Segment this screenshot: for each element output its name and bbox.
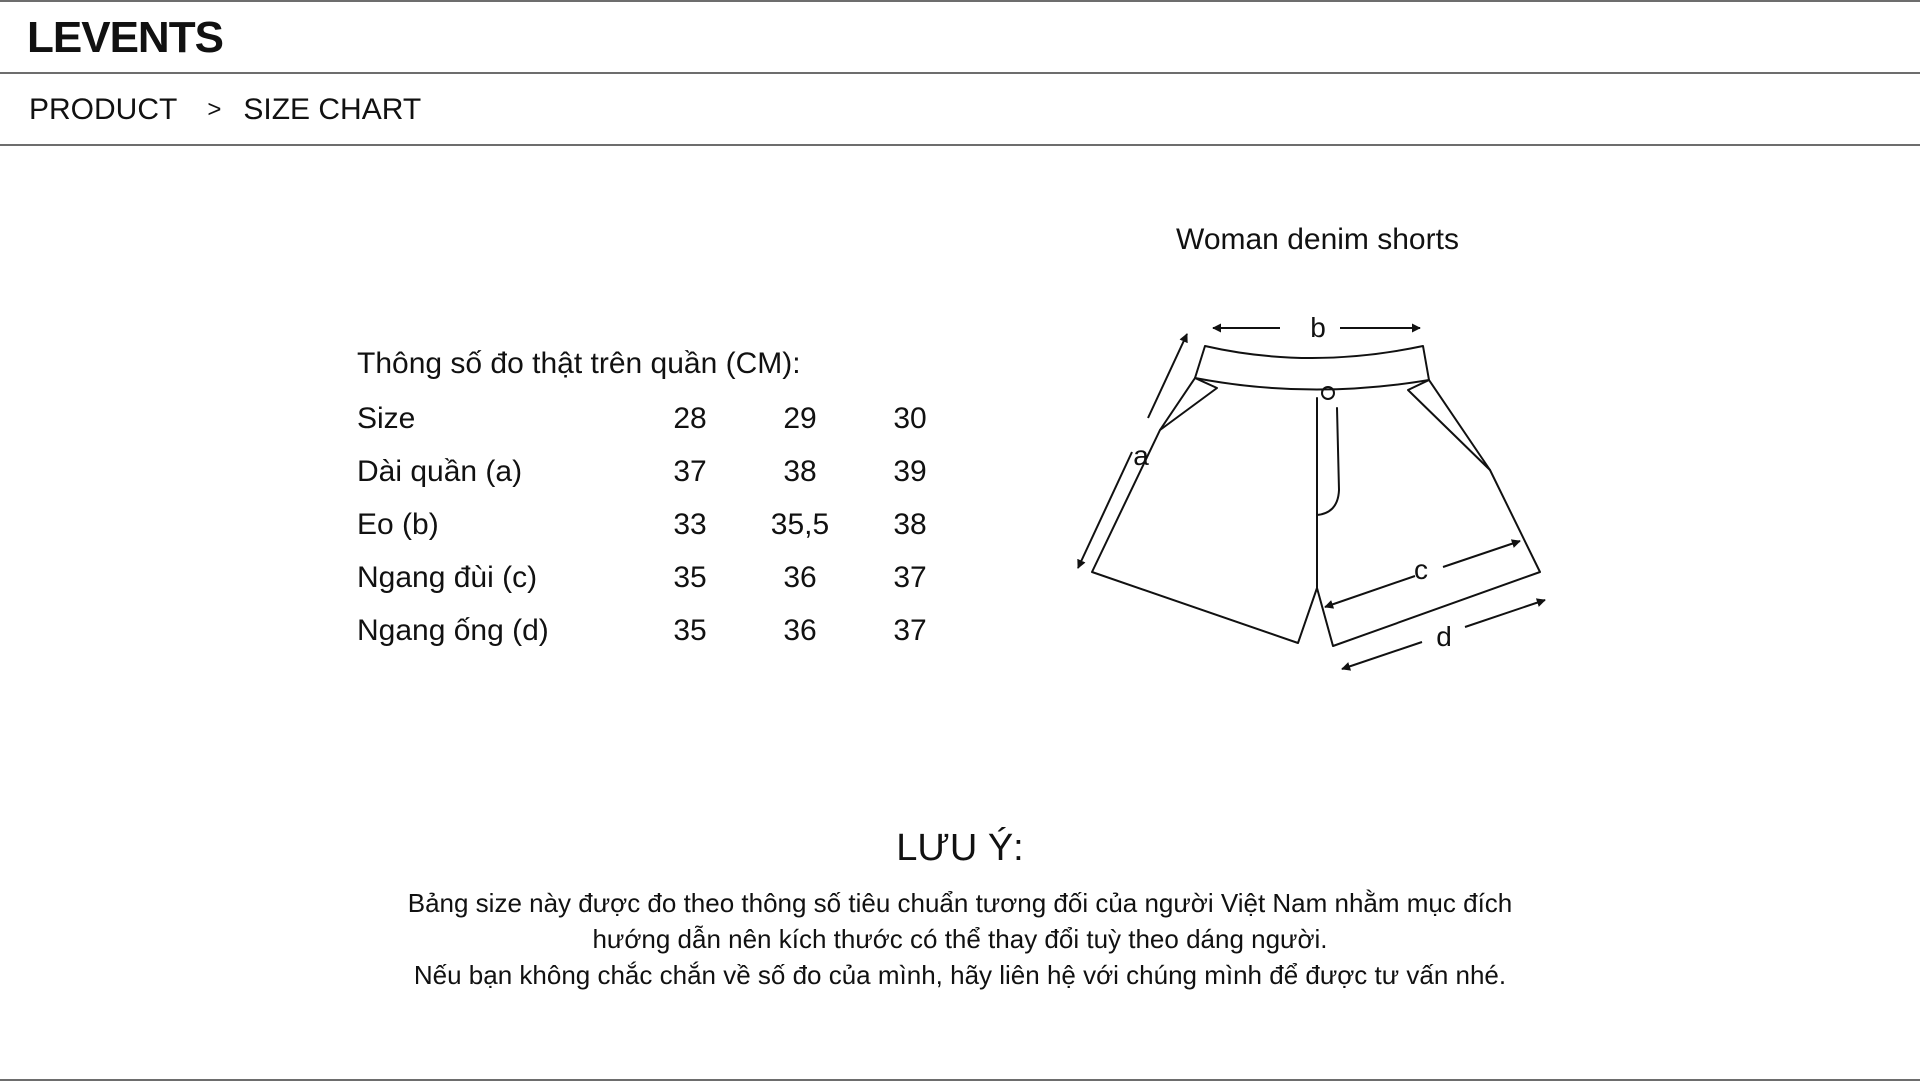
breadcrumb xyxy=(29,90,421,130)
row-label: Ngang đùi (c) xyxy=(357,561,538,594)
bottom-border xyxy=(0,1079,1920,1081)
size-spec-table xyxy=(357,392,965,657)
fly-stitch xyxy=(1317,408,1339,515)
left-pocket xyxy=(1160,378,1217,430)
value-cell: 37 xyxy=(893,561,927,594)
table-header-row xyxy=(357,392,965,445)
measure-c-arrow xyxy=(1325,576,1415,607)
note-line: Bảng size này được đo theo thông số tiêu chuẩn tương đối của người Việt Nam nhằm mục đích xyxy=(407,888,1513,918)
brand-logo[interactable]: LEVENTS xyxy=(27,13,223,62)
row-label: Ngang ống (d) xyxy=(357,614,549,647)
value-cell: 36 xyxy=(783,614,817,647)
measure-d-arrow xyxy=(1342,642,1422,669)
row-label: Eo (b) xyxy=(357,508,439,541)
note-line: Nếu bạn không chắc chắn về số đo của mình, hãy liên hệ với chúng mình để được tư vấn nhé. xyxy=(413,960,1507,990)
size-cell: 28 xyxy=(673,402,707,435)
value-cell: 37 xyxy=(673,455,707,488)
breadcrumb-separator: > xyxy=(207,96,222,123)
table-row xyxy=(357,498,965,551)
size-cell: 29 xyxy=(783,402,817,435)
value-cell: 38 xyxy=(893,508,927,541)
measure-c-label: c xyxy=(1414,554,1428,585)
breadcrumb-current: SIZE CHART xyxy=(243,93,422,126)
value-cell: 35,5 xyxy=(770,508,830,541)
breadcrumb-divider xyxy=(0,144,1920,146)
value-cell: 38 xyxy=(783,455,817,488)
table-row xyxy=(357,551,965,604)
value-cell: 33 xyxy=(673,508,707,541)
waistband-line xyxy=(1195,378,1429,390)
right-pocket xyxy=(1408,380,1490,470)
measure-a-label: a xyxy=(1133,440,1149,471)
measure-d-label: d xyxy=(1436,621,1452,652)
top-border xyxy=(0,0,1920,2)
header-divider xyxy=(0,72,1920,74)
measure-a-arrow xyxy=(1078,452,1132,568)
figure-title: Woman denim shorts xyxy=(1176,223,1459,256)
measure-c-arrow xyxy=(1443,541,1520,567)
measure-a-arrow xyxy=(1148,334,1187,418)
row-label: Dài quần (a) xyxy=(357,455,523,488)
value-cell: 39 xyxy=(893,455,927,488)
spec-table-title: Thông số đo thật trên quần (CM): xyxy=(357,347,801,380)
value-cell: 35 xyxy=(673,614,707,647)
value-cell: 35 xyxy=(673,561,707,594)
note-body xyxy=(0,885,1920,993)
note-line: hướng dẫn nên kích thước có thể thay đổi tuỳ theo dáng người. xyxy=(592,924,1328,954)
shorts-diagram xyxy=(1050,300,1570,690)
value-cell: 37 xyxy=(893,614,927,647)
table-row xyxy=(357,445,965,498)
measure-d-arrow xyxy=(1465,600,1545,627)
table-row xyxy=(357,604,965,657)
breadcrumb-product-link[interactable]: PRODUCT xyxy=(29,93,178,126)
measure-b-label: b xyxy=(1310,312,1326,343)
header-label: Size xyxy=(357,402,416,435)
note-heading: LƯU Ý: xyxy=(896,827,1024,869)
size-cell: 30 xyxy=(893,402,927,435)
value-cell: 36 xyxy=(783,561,817,594)
